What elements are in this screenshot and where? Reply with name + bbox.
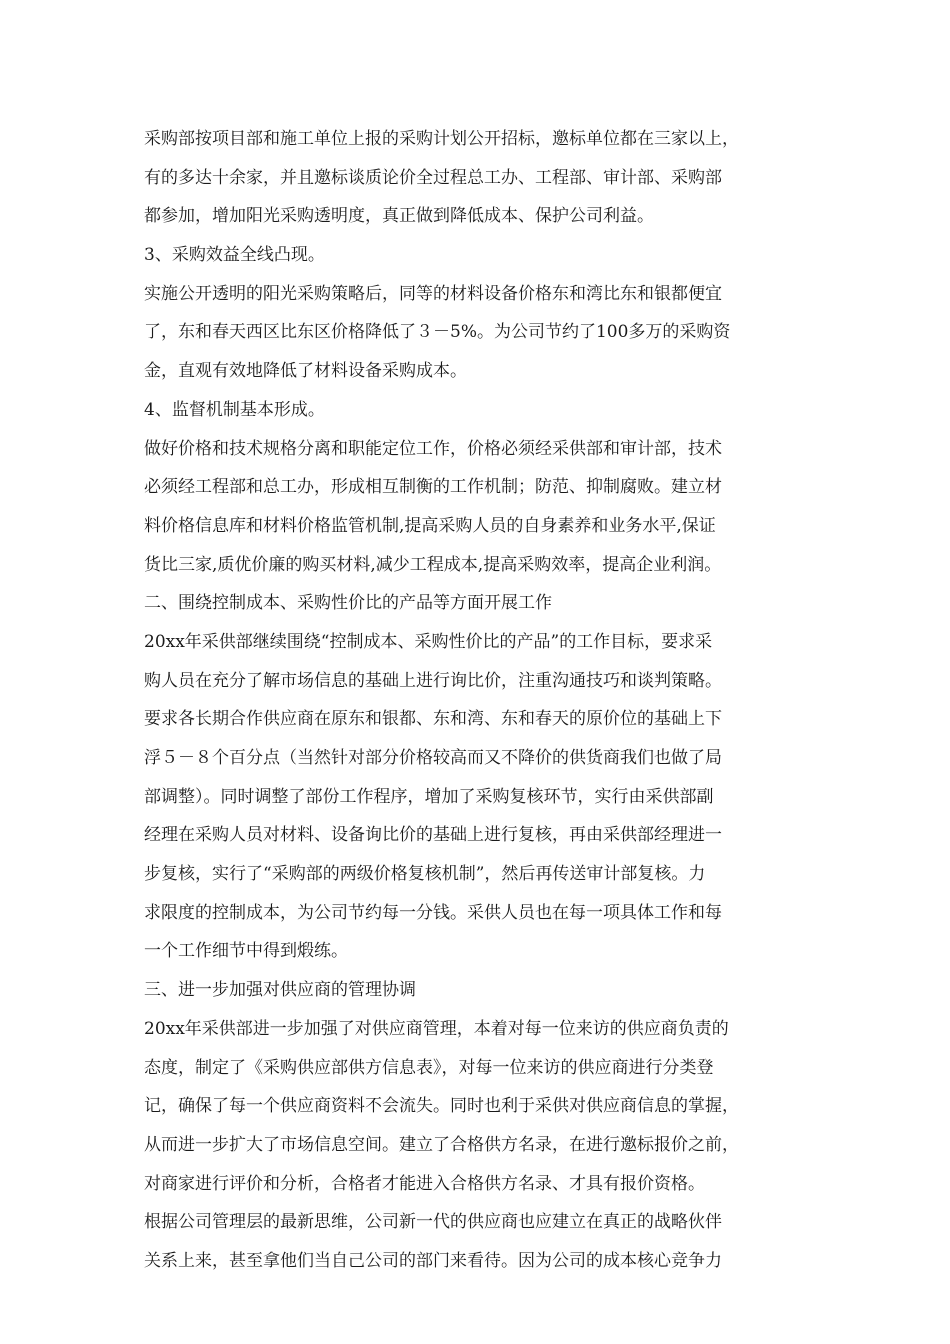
- section-heading: 3、采购效益全线凸现。: [144, 245, 325, 266]
- paragraph-line: 浮５－８个百分点（当然针对部分价格较高而又不降价的供货商我们也做了局: [144, 748, 722, 768]
- paragraph-line: 求限度的控制成本，为公司节约每一分钱。采供人员也在每一项具体工作和每: [144, 902, 722, 923]
- section-heading: 4、监督机制基本形成。: [144, 399, 325, 420]
- paragraph-line: 关系上来，甚至拿他们当自己公司的部门来看待。因为公司的成本核心竞争力: [144, 1250, 722, 1271]
- paragraph-line: 料价格信息库和材料价格监管机制,提高采购人员的自身素养和业务水平,保证: [144, 515, 716, 536]
- paragraph-line: 实施公开透明的阳光采购策略后，同等的材料设备价格东和湾比东和银都便宜: [144, 283, 722, 304]
- document-page: [144, 120, 809, 1281]
- paragraph-line: 金，直观有效地降低了材料设备采购成本。: [144, 361, 467, 382]
- paragraph-line: 了，东和春天西区比东区价格降低了３－5%。为公司节约了100多万的采购资: [144, 322, 731, 343]
- paragraph-line: 都参加，增加阳光采购透明度，真正做到降低成本、保护公司利益。: [144, 206, 654, 227]
- paragraph-line: 要求各长期合作供应商在原东和银都、东和湾、东和春天的原价位的基础上下: [144, 709, 722, 730]
- paragraph-line: 货比三家,质优价廉的购买材料,减少工程成本,提高采购效率，提高企业利润。: [144, 554, 722, 575]
- section-heading: 三、进一步加强对供应商的管理协调: [144, 980, 416, 1001]
- paragraph-line: 态度，制定了《采购供应部供方信息表》，对每一位来访的供应商进行分类登: [144, 1057, 714, 1078]
- section-heading: 二、围绕控制成本、采购性价比的产品等方面开展工作: [144, 593, 552, 614]
- paragraph-line: 经理在采购人员对材料、设备询比价的基础上进行复核，再由采供部经理进一: [144, 825, 722, 846]
- paragraph-line: 根据公司管理层的最新思维，公司新一代的供应商也应建立在真正的战略伙伴: [144, 1212, 722, 1233]
- paragraph-line: 必须经工程部和总工办，形成相互制衡的工作机制；防范、抑制腐败。建立材: [144, 477, 722, 498]
- paragraph-line: 有的多达十余家，并且邀标谈质论价全过程总工办、工程部、审计部、采购部: [144, 167, 722, 188]
- paragraph-line: 20xx年采供部继续围绕“控制成本、采购性价比的产品”的工作目标，要求采: [144, 631, 713, 652]
- paragraph-line: 采购部按项目部和施工单位上报的采购计划公开招标，邀标单位都在三家以上，: [144, 129, 739, 149]
- paragraph-line: 购人员在充分了解市场信息的基础上进行询比价，注重沟通技巧和谈判策略。: [144, 670, 722, 691]
- paragraph-line: 一个工作细节中得到煅练。: [144, 941, 348, 962]
- paragraph-line: 20xx年采供部进一步加强了对供应商管理，本着对每一位来访的供应商负责的: [144, 1018, 729, 1039]
- paragraph-line: 部调整）。同时调整了部份工作程序，增加了采购复核环节，实行由采供部副: [144, 786, 714, 807]
- paragraph-line: 做好价格和技术规格分离和职能定位工作，价格必须经采供部和审计部，技术: [144, 438, 722, 459]
- paragraph-line: 对商家进行评价和分析，合格者才能进入合格供方名录、才具有报价资格。: [144, 1173, 705, 1194]
- paragraph-line: 步复核，实行了“采购部的两级价格复核机制”，然后再传送审计部复核。力: [144, 864, 706, 885]
- paragraph-line: 记，确保了每一个供应商资料不会流失。同时也利于采供对供应商信息的掌握，: [144, 1096, 739, 1117]
- paragraph-line: 从而进一步扩大了市场信息空间。建立了合格供方名录，在进行邀标报价之前，: [144, 1134, 739, 1155]
